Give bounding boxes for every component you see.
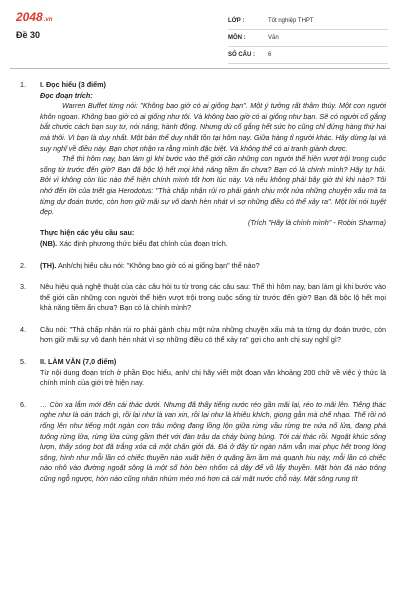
- meta-row-count: [228, 47, 388, 64]
- question-number: 6.: [20, 399, 26, 409]
- question-number: 4.: [20, 324, 26, 334]
- header-divider: [10, 68, 390, 69]
- exam-meta-table: [228, 13, 388, 64]
- question-text: Câu nói: "Thà chấp nhận rủi ro phải gánh chịu một nửa những chuyện xấu mà ta từng dự đoán trước, còn hơn giữ mãi sự vô danh hèn nhát vì sợ những điều có thể xảy ra" gợi cho anh chị suy nghĩ gì?: [40, 324, 386, 345]
- task-label: Thực hiện các yêu cầu sau:: [40, 228, 135, 238]
- passage-label: Đọc đoạn trích:: [40, 90, 93, 100]
- meta-value: Văn: [268, 35, 279, 41]
- question-text: Từ nội dung đoạn trích ở phần Đọc hiểu, anh/ chị hãy viết một đoạn văn khoảng 200 chữ về việc ý thức là chính mình của giới trẻ hiện nay.: [40, 367, 386, 388]
- question-1: [20, 80, 386, 250]
- question-3: [20, 282, 386, 314]
- question-text: Nêu hiệu quả nghệ thuật của các câu hỏi tu từ trong các câu sau: Thế thì hôm nay, bạn làm gì khi bước vào thế giới cần những con người thể hiện vượt trội trong cuộc sống từ trước đến giờ? Bạn đã bộc lộ hết mọi khả năng tiềm ẩn chưa? Bạn có là chính mình?: [40, 282, 386, 313]
- passage-paragraph: Warren Buffet từng nói: "Không bao giờ có ai giống bạn". Một ý tưởng rất thâm thúy. Một con người khôn ngoan. Không bao giờ có ai giống như tôi. Và không bao giờ có ai giống như bạn. Sẽ có người cố gắng bắt chước cách bạn suy tư, nói năng, hành động. Nhưng dù cố gắng hết sức họ cũng chỉ đứng hàng thứ hai mà thôi. Vì bạn là duy nhất. Một bản thể duy nhất tồn tại hôm nay. Giữa hàng tỉ người khác. Hãy dừng lại và suy nghĩ về điều này. Bạn chợt nhận ra rằng mình đặc biệt. Và không thể có ai tranh giành được.: [40, 101, 386, 153]
- question-number: 3.: [20, 282, 26, 292]
- question-2: [20, 261, 386, 272]
- section-heading: II. LÀM VĂN (7,0 điểm): [40, 357, 117, 367]
- meta-key: SỐ CÂU :: [228, 52, 255, 58]
- passage-paragraph: Thế thì hôm nay, bạn làm gì khi bước vào thế giới cần những con người thể hiện vượt trội trong cuộc sống từ trước đến giờ? Bạn đã bộc lộ hết mọi khả năng tiềm ẩn chưa? Bạn có là chính mình? Hãy tự hỏi. Bởi vì không còn lúc nào thể hiện chính mình tốt hơn lúc này. Và nếu không phải bây giờ thì khi nào? Tôi nhớ đến lời của triết gia Herodotus: "Thà chấp nhận rủi ro phải gánh chịu một nửa những chuyện xấu mà ta từng dự đoán trước, còn hơn giữ mãi sự vô danh hèn nhát vì sợ những điều có thể xảy ra". Một lời nói tuyệt đẹp.: [40, 154, 386, 217]
- brand-logo[interactable]: 2048.vn: [16, 10, 53, 24]
- passage-paragraph: … Còn xa lắm mới đến cái thác dưới. Nhưng đã thấy tiếng nước réo gần mãi lại, réo to mãi lên. Tiếng thác nghe như là oán trách gì, rồi lại như là van xin, rồi lại như là khiêu khích, giọng gằn mà chế nhạo. Thế rồi nó rống lên như tiếng một ngàn con trâu mộng đang lồng lộn giữa rừng vầu rừng tre nứa nổ lửa, đang phá tuông rừng lửa, rừng lửa cùng gầm thét với đàn trâu da cháy bùng bùng. Tới cái thác rồi. Ngoặt khúc sông lượn, thấy sóng bọt đã trắng xóa cả một chân giời đá. Đá ở đây từ ngàn năm vẫn mai phục hết trong lòng sông, hình như mỗi lần có chiếc thuyền nào xuất hiện ở quãng ầm ầm mà quạnh hiu này, mỗi lần có chiếc nào nhô vào đường ngoặt sông là một số hòn bèn nhổm cả dậy để vồ lấy thuyền. Mặt hòn đá nào trông cũng ngỗ ngược, hòn nào cũng nhăn nhúm méo mó hơn cả cái mặt nước chỗ này. Mặt sông rung tít: [40, 399, 386, 483]
- meta-value: 6: [268, 52, 272, 58]
- question-number: 5.: [20, 357, 26, 367]
- meta-key: MÔN :: [228, 35, 246, 41]
- section-heading: I. Đọc hiểu (3 điểm): [40, 80, 106, 89]
- question-4: [20, 325, 386, 346]
- meta-row-subject: [228, 30, 388, 47]
- question-number: 1.: [20, 80, 26, 89]
- exam-content: [20, 80, 386, 485]
- question-number: 2.: [20, 260, 26, 270]
- question-6: [20, 400, 386, 485]
- exam-code: Đề 30: [16, 30, 41, 40]
- meta-key: LỚP :: [228, 18, 245, 24]
- meta-value: Tốt nghiệp THPT: [268, 18, 314, 24]
- question-5: [20, 357, 386, 389]
- question-text: (TH). Anh/chị hiểu câu nói: "Không bao giờ có ai giống bạn" thế nào?: [40, 260, 260, 270]
- passage-source: (Trích "Hãy là chính mình" - Robin Sharma): [248, 217, 386, 227]
- meta-row-class: [228, 13, 388, 30]
- question-text: (NB). Xác định phương thức biểu đạt chính của đoạn trích.: [40, 238, 228, 248]
